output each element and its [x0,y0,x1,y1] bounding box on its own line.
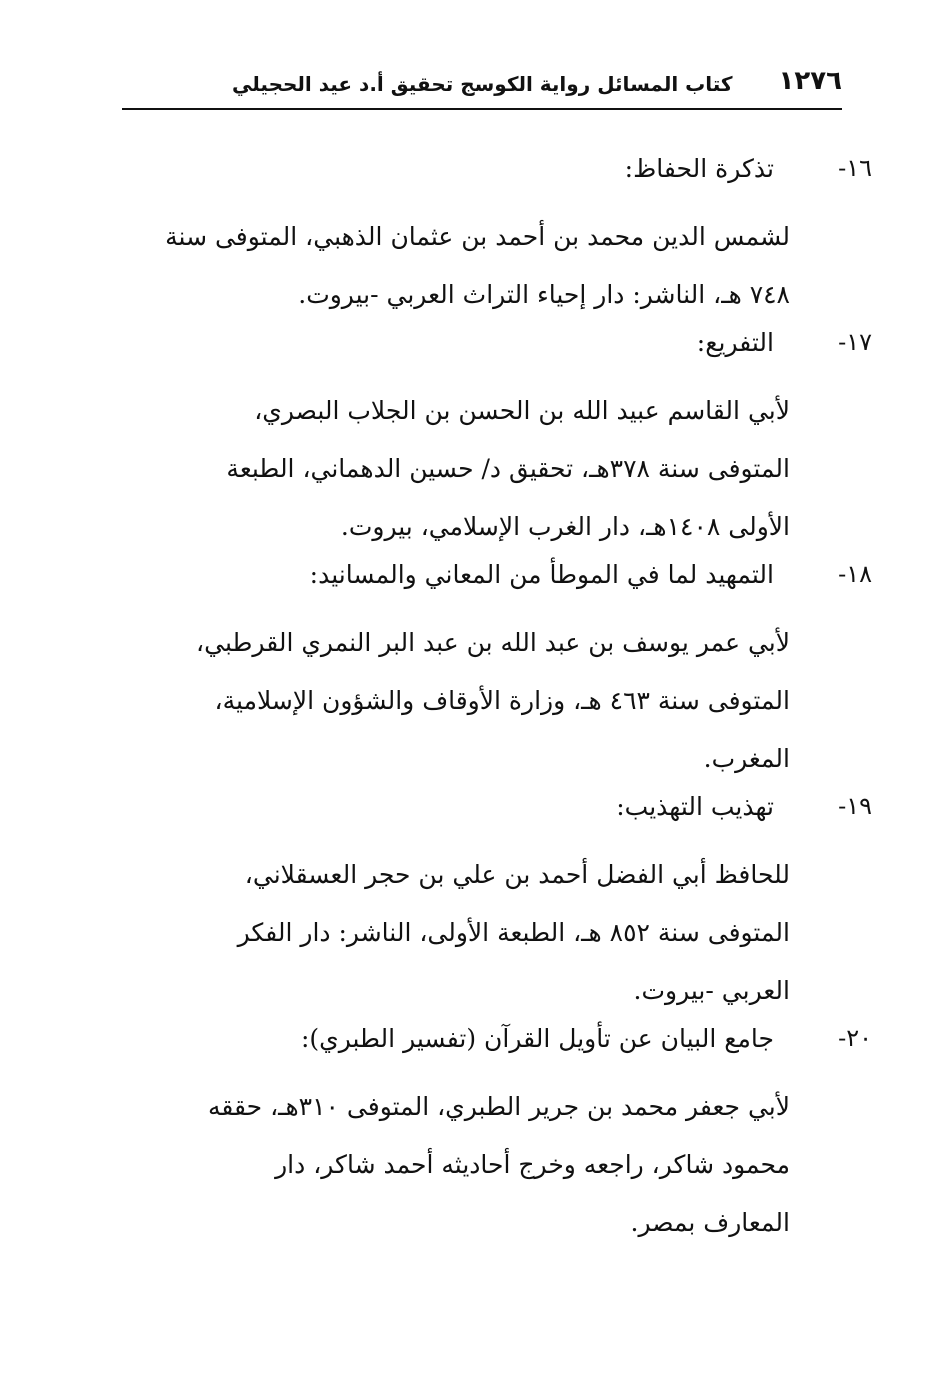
entry-line: الأولى ١٤٠٨هـ، دار الغرب الإسلامي، بيروت. [340,512,790,541]
entry-line: ٧٤٨ هـ، الناشر: دار إحياء التراث العربي -بيروت. [298,280,790,309]
bibliography-entry [122,1020,872,1252]
page-number: ١٢٧٦ [778,66,842,96]
entry-line: المعارف بمصر. [630,1208,790,1237]
entry-line: للحافظ أبي الفضل أحمد بن علي بن حجر العسقلاني، [244,860,790,889]
header-divider [122,108,842,110]
entry-description [122,614,790,788]
bibliography-entry [122,150,872,324]
entry-line: المتوفى سنة ٨٥٢ هـ، الطبعة الأولى، الناشر: دار الفكر [237,918,790,947]
bibliography-entry [122,788,872,1020]
entry-title: التمهيد لما في الموطأ من المعاني والمسانيد: [309,560,774,589]
bibliography-entry [122,556,872,788]
entry-line: لشمس الدين محمد بن أحمد بن عثمان الذهبي، المتوفى سنة [165,222,790,251]
entry-heading [122,150,872,208]
entry-description [122,846,790,1020]
entry-heading [122,556,872,614]
entry-title: جامع البيان عن تأويل القرآن (تفسير الطبري): [300,1024,774,1053]
entry-line: العربي -بيروت. [633,976,790,1005]
entry-line: المتوفى سنة ٣٧٨هـ، تحقيق د/ حسين الدهماني، الطبعة [226,454,790,483]
entry-heading [122,1020,872,1078]
entry-description [122,382,790,556]
entry-line: لأبي القاسم عبيد الله بن الحسن بن الجلاب البصري، [254,396,790,425]
entry-number: ١٦- [838,154,872,182]
entry-line: لأبي عمر يوسف بن عبد الله بن عبد البر النمري القرطبي، [196,628,790,657]
page-header [122,62,842,110]
entry-number: ١٧- [838,328,872,356]
entry-heading [122,324,872,382]
entry-description [122,1078,790,1252]
entry-title: التفريع: [696,328,774,357]
running-title: كتاب المسائل رواية الكوسج تحقيق أ.د عيد الحجيلي [232,72,733,96]
bibliography-list [122,150,872,1252]
entry-number: ٢٠- [838,1024,872,1052]
entry-line: المغرب. [703,744,790,773]
entry-number: ١٩- [838,792,872,820]
entry-number: ١٨- [838,560,872,588]
entry-title: تهذيب التهذيب: [616,792,774,821]
entry-heading [122,788,872,846]
entry-line: لأبي جعفر محمد بن جرير الطبري، المتوفى ٣١٠هـ، حققه [207,1092,790,1121]
bibliography-entry [122,324,872,556]
entry-line: محمود شاكر، راجعه وخرج أحاديثه أحمد شاكر، دار [275,1150,790,1179]
entry-description [122,208,790,324]
entry-title: تذكرة الحفاظ: [624,154,774,183]
entry-line: المتوفى سنة ٤٦٣ هـ، وزارة الأوقاف والشؤون الإسلامية، [214,686,790,715]
